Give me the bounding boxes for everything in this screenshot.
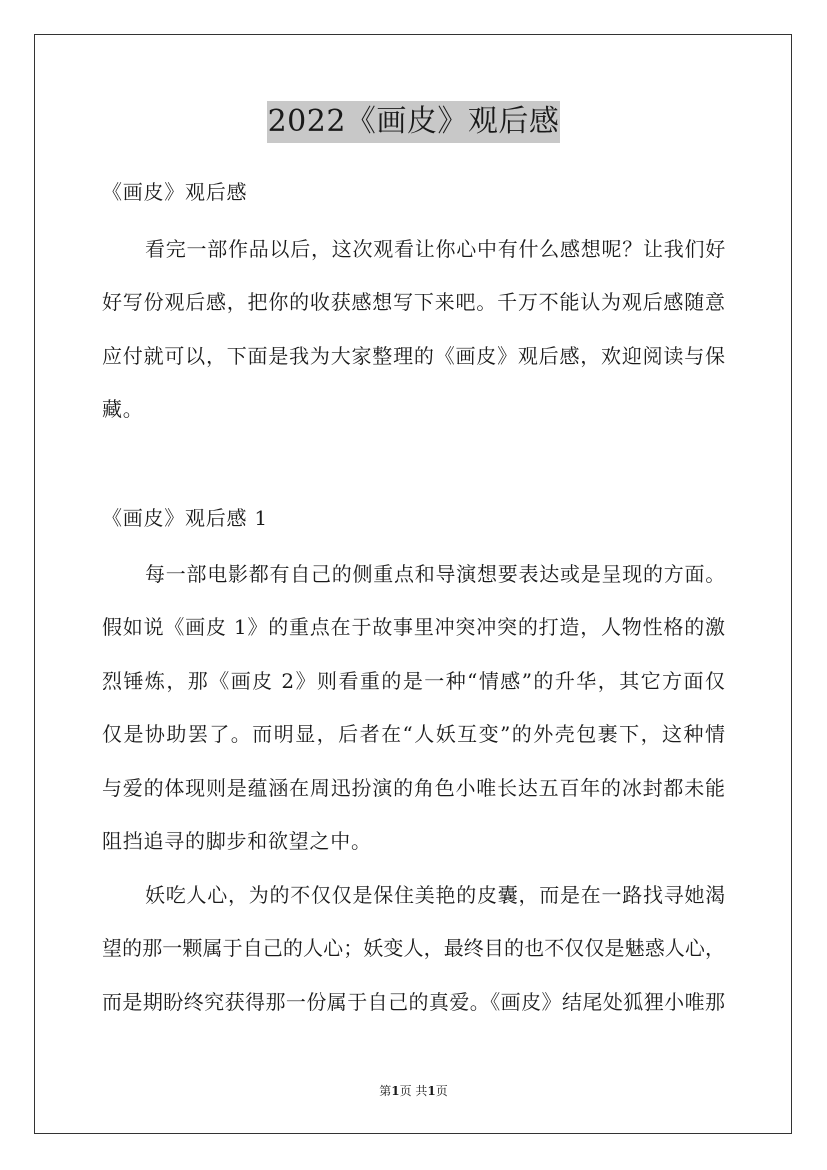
paragraph-line: 与爱的体现则是蕴涵在周迅扮演的角色小唯长达五百年的冰封都未能 <box>102 776 725 800</box>
paragraph-line: 阻挡追寻的脚步和欲望之中。 <box>102 829 372 853</box>
section-heading: 《画皮》观后感 1 <box>102 506 268 530</box>
total-page-number: 1 <box>427 1084 436 1098</box>
title-container <box>0 101 827 143</box>
paragraph-line: 应付就可以，下面是我为大家整理的《画皮》观后感，欢迎阅读与保 <box>102 344 725 368</box>
section-heading: 《画皮》观后感 <box>102 180 248 204</box>
paragraph-line: 望的那一颗属于自己的人心；妖变人，最终目的也不仅仅是魅惑人心， <box>102 936 725 960</box>
paragraph-line: 仅是协助罢了。而明显，后者在“人妖互变”的外壳包裹下，这种情 <box>102 722 725 746</box>
page-label-prefix: 第 <box>379 1084 392 1098</box>
paragraph-line: 藏。 <box>102 397 144 421</box>
paragraph-line: 看完一部作品以后，这次观看让你心中有什么感想呢？让我们好 <box>145 237 726 261</box>
document-title: 2022《画皮》观后感 <box>267 101 561 143</box>
paragraph-line: 假如说《画皮 1》的重点在于故事里冲突冲突的打造，人物性格的激 <box>102 615 725 639</box>
paragraph-line: 妖吃人心，为的不仅仅是保住美艳的皮囊，而是在一路找寻她渴 <box>145 883 726 907</box>
paragraph-line: 每一部电影都有自己的侧重点和导演想要表达或是呈现的方面。 <box>145 562 726 586</box>
paragraph-line: 好写份观后感，把你的收获感想写下来吧。千万不能认为观后感随意 <box>102 290 725 314</box>
paragraph-line: 而是期盼终究获得那一份属于自己的真爱。《画皮》结尾处狐狸小唯那 <box>102 990 725 1014</box>
current-page-number: 1 <box>391 1084 400 1098</box>
page-footer <box>0 1083 827 1099</box>
paragraph-line: 烈锤炼，那《画皮 2》则看重的是一种“情感”的升华，其它方面仅 <box>102 669 725 693</box>
page-label-suffix: 页 <box>435 1084 448 1098</box>
page-label-mid: 页 共 <box>399 1084 428 1098</box>
